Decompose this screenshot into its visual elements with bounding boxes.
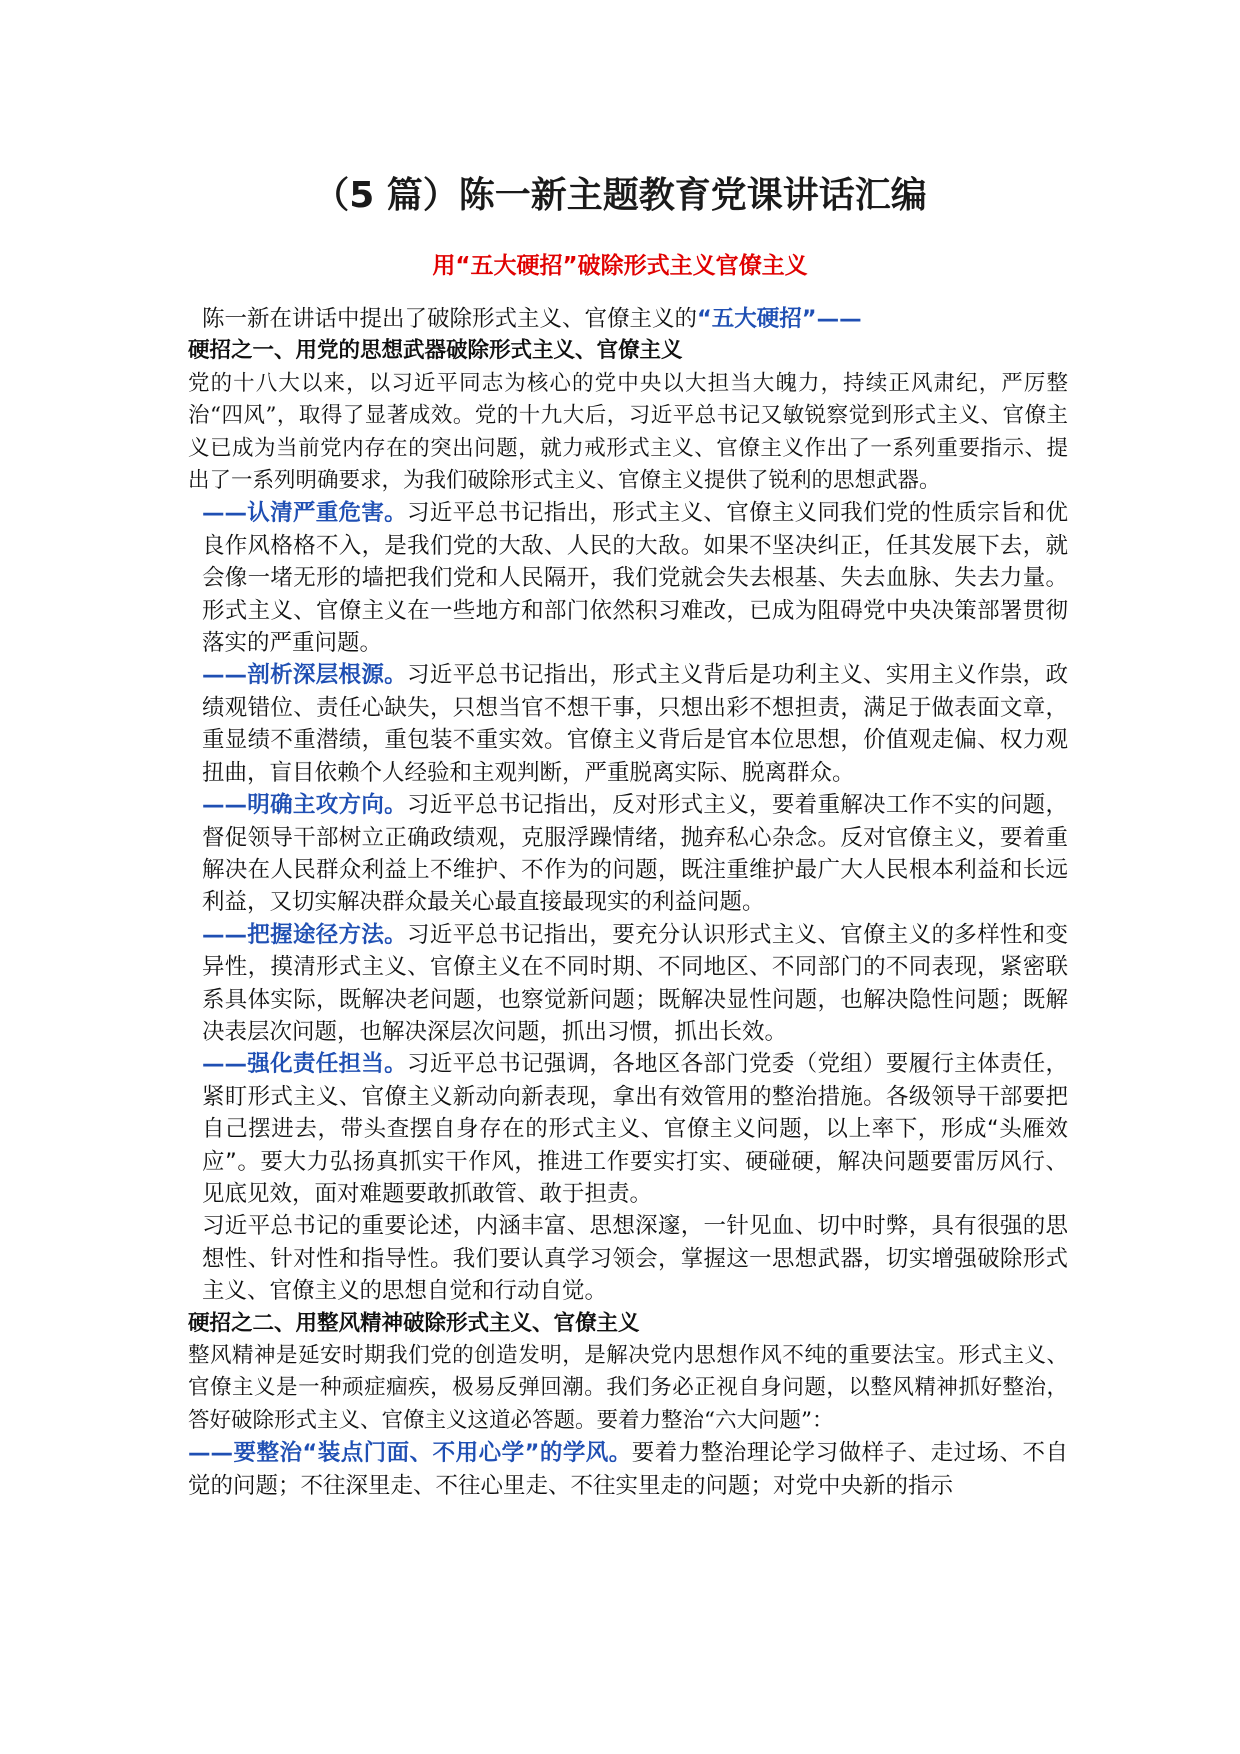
section1-item [188, 1048, 1068, 1210]
section1-item [188, 497, 1068, 659]
article-subtitle: 用“五大硬招”破除形式主义官僚主义 [432, 253, 808, 279]
section1-item [188, 789, 1068, 919]
item-lead: ——明确主攻方向。 [202, 792, 407, 819]
section1-item [188, 919, 1068, 1049]
item-text: 习近平总书记指出，反对形式主义，要着重解决工作不实的问题，督促领导干部树立正确政绩观，克服浮躁情绪，抛弃私心杂念。反对官僚主义，要着重解决在人民群众利益上不维护、不作为的问题，既注重维护最广大人民根本利益和长远利益，又切实解决群众最关心最直接最现实的利益问题。 [202, 792, 1068, 916]
item-lead: ——把握途径方法。 [202, 921, 407, 948]
item-lead: ——强化责任担当。 [202, 1051, 407, 1078]
item-text: 习近平总书记指出，要充分认识形式主义、官僚主义的多样性和变异性，摸清形式主义、官僚主义在不同时期、不同地区、不同部门的不同表现，紧密联系具体实际，既解决老问题，也察觉新问题；既解决显性问题，也解决隐性问题；既解决表层次问题，也解决深层次问题，抓出习惯，抓出长效。 [202, 921, 1068, 1045]
section1-heading: 硬招之一、用党的思想武器破除形式主义、官僚主义 [188, 338, 683, 364]
section2-heading: 硬招之二、用整风精神破除形式主义、官僚主义 [188, 1310, 640, 1336]
section1-item [188, 659, 1068, 789]
intro-text: 陈一新在讲话中提出了破除形式主义、官僚主义的 [202, 306, 698, 332]
document-body [188, 303, 1068, 1502]
intro-highlight: “五大硬招”—— [697, 306, 862, 332]
page-title: （5 篇）陈一新主题教育党课讲话汇编 [313, 175, 927, 216]
item-lead: ——认清严重危害。 [202, 500, 407, 527]
item-lead: ——要整治“装点门面、不用心学”的学风。 [188, 1440, 632, 1467]
section2-paragraph: 整风精神是延安时期我们党的创造发明，是解决党内思想作风不纯的重要法宝。形式主义、官僚主义是一种顽症痼疾，极易反弹回潮。我们务必正视自身问题，以整风精神抓好整治，答好破除形式主义、官僚主义这道必答题。要着力整治“六大问题”： [188, 1343, 1068, 1433]
intro-paragraph [188, 303, 1068, 335]
item-lead: ——剖析深层根源。 [202, 662, 407, 689]
item-text: 要着力整治理论学习做样子、走过场、不自觉的问题；不往深里走、不往心里走、不往实里走的问题；对党中央新的指示 [188, 1440, 1068, 1499]
section2-item [188, 1437, 1068, 1502]
item-text: 习近平总书记强调，各地区各部门党委（党组）要履行主体责任，紧盯形式主义、官僚主义新动向新表现，拿出有效管用的整治措施。各级领导干部要把自己摆进去，带头查摆自身存在的形式主义、官僚主义问题，以上率下，形成“头雁效应”。要大力弘扬真抓实干作风，推进工作要实打实、硬碰硬，解决问题要雷厉风行、见底见效，面对难题要敢抓敢管、敢于担责。 [202, 1051, 1068, 1207]
section1-paragraph: 党的十八大以来，以习近平同志为核心的党中央以大担当大魄力，持续正风肃纪，严厉整治“四风”，取得了显著成效。党的十九大后，习近平总书记又敏锐察觉到形式主义、官僚主义已成为当前党内存在的突出问题，就力戒形式主义、官僚主义作出了一系列重要指示、提出了一系列明确要求，为我们破除形式主义、官僚主义提供了锐利的思想武器。 [188, 370, 1068, 494]
item-text: 习近平总书记指出，形式主义、官僚主义同我们党的性质宗旨和优良作风格格不入，是我们党的大敌、人民的大敌。如果不坚决纠正，任其发展下去，就会像一堵无形的墙把我们党和人民隔开，我们党就会失去根基、失去血脉、失去力量。形式主义、官僚主义在一些地方和部门依然积习难改，已成为阻碍党中央决策部署贯彻落实的严重问题。 [202, 500, 1068, 657]
section1-closing: 习近平总书记的重要论述，内涵丰富、思想深邃，一针见血、切中时弊，具有很强的思想性、针对性和指导性。我们要认真学习领会，掌握这一思想武器，切实增强破除形式主义、官僚主义的思想自觉和行动自觉。 [202, 1213, 1068, 1305]
item-text: 习近平总书记指出，形式主义背后是功利主义、实用主义作祟，政绩观错位、责任心缺失，只想当官不想干事，只想出彩不想担责，满足于做表面文章，重显绩不重潜绩，重包装不重实效。官僚主义背后是官本位思想，价值观走偏、权力观扭曲，盲目依赖个人经验和主观判断，严重脱离实际、脱离群众。 [202, 662, 1068, 786]
